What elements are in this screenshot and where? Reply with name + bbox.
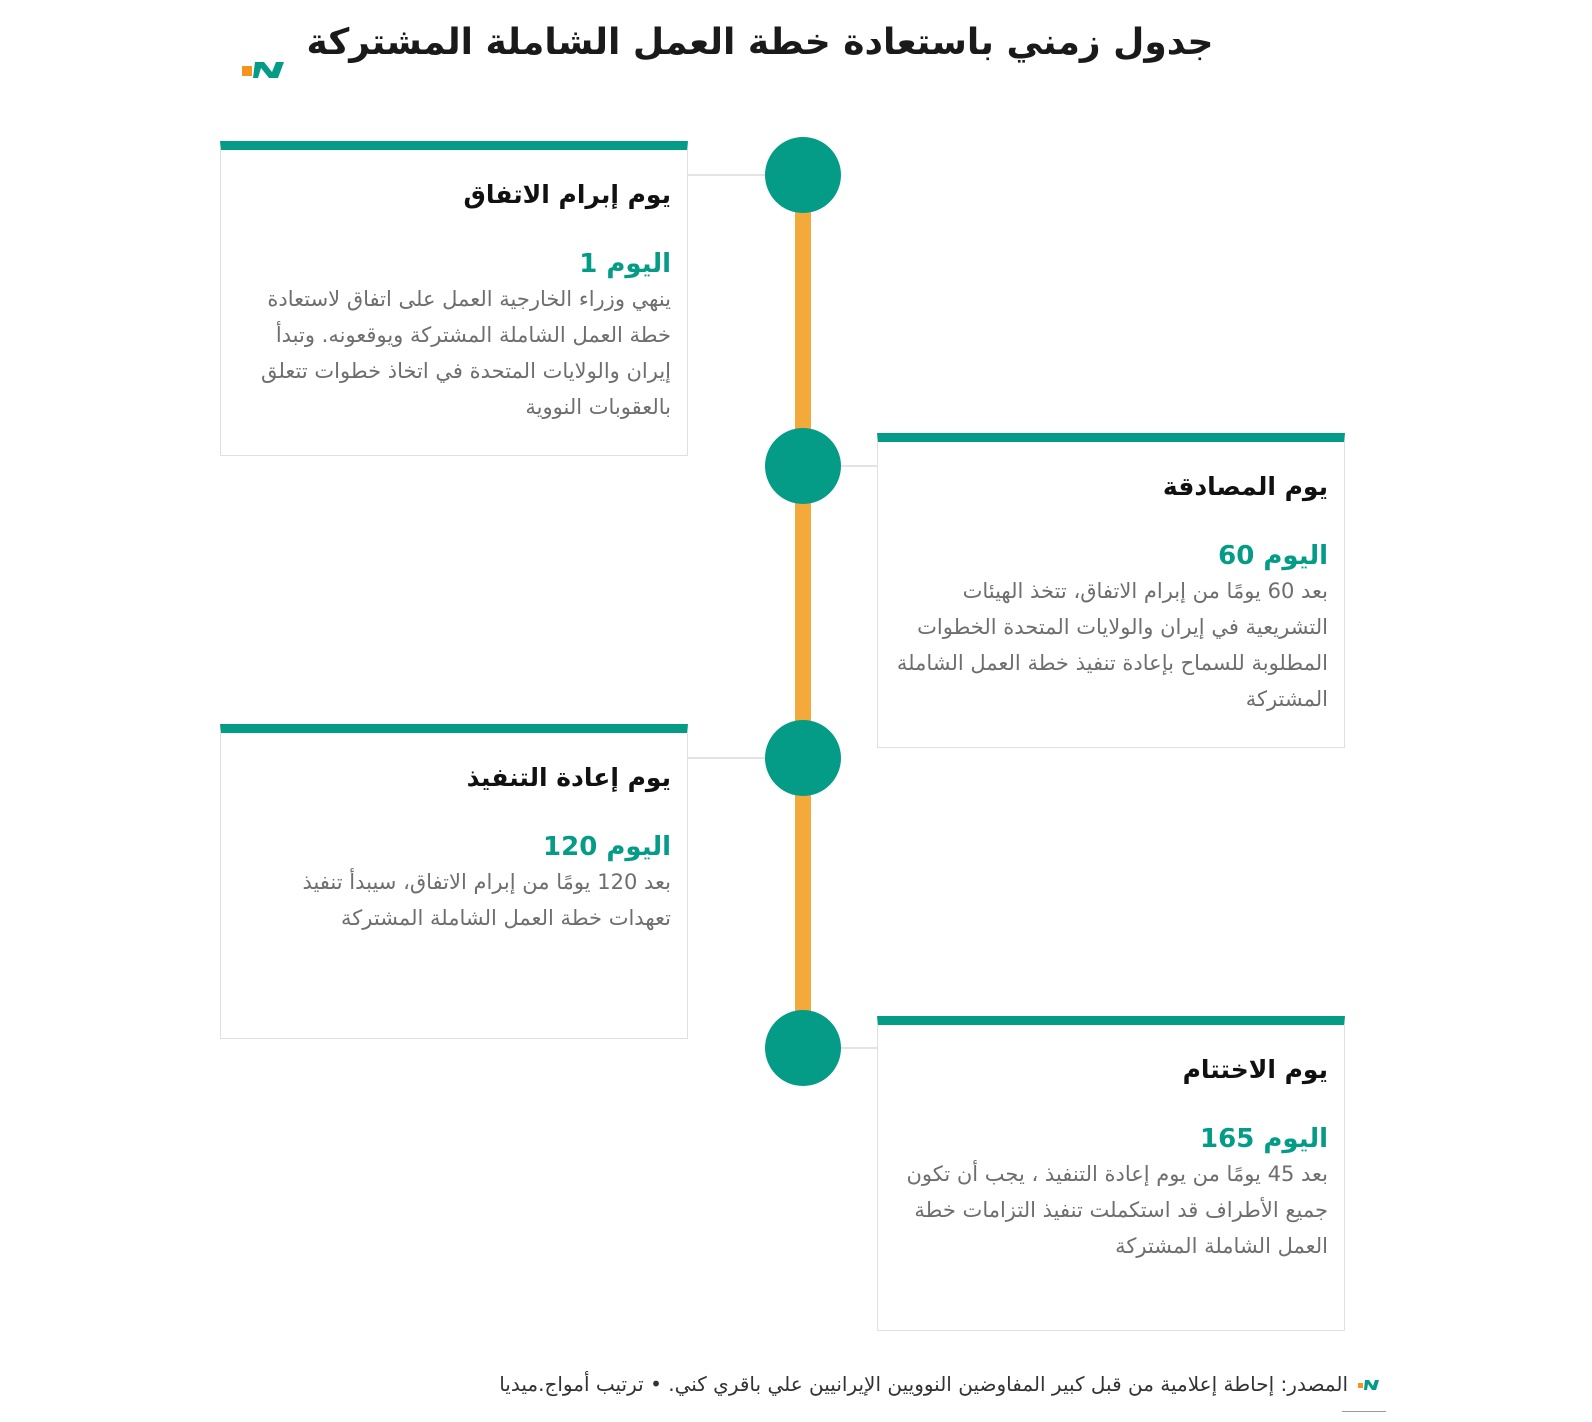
- footer-divider: [1342, 1411, 1386, 1412]
- connector-4: [836, 1047, 881, 1049]
- timeline-spine: [795, 170, 811, 1050]
- milestone-card-2: [877, 433, 1345, 748]
- milestone-title: يوم إبرام الاتفاق: [463, 180, 671, 209]
- milestone-day: اليوم 165: [1200, 1124, 1328, 1154]
- connector-3: [680, 757, 770, 759]
- milestone-body: بعد 120 يومًا من إبرام الاتفاق، سيبدأ تنفيذ تعهدات خطة العمل الشاملة المشتركة: [302, 870, 671, 930]
- milestone-body: بعد 60 يومًا من إبرام الاتفاق، تتخذ الهيئات التشريعية في إيران والولايات المتحدة الخطوات المطلوبة للسماح بإعادة تنفيذ خطة العمل الشاملة المشتركة: [896, 579, 1328, 711]
- milestone-day: اليوم 60: [1218, 541, 1328, 571]
- footer-logo-icon: [1358, 1378, 1380, 1392]
- milestone-card-3: [220, 724, 688, 1039]
- milestone-body: ينهي وزراء الخارجية العمل على اتفاق لاستعادة خطة العمل الشاملة المشتركة ويوقعونه. وتبدأ إيران والولايات المتحدة في اتخاذ خطوات تتعلق بالعقوبات النووية: [260, 287, 671, 419]
- milestone-card-4: [877, 1016, 1345, 1331]
- timeline-node-1: [765, 137, 841, 213]
- milestone-title: يوم المصادقة: [1162, 472, 1328, 501]
- timeline-node-4: [765, 1010, 841, 1086]
- milestone-body: بعد 45 يومًا من يوم إعادة التنفيذ ، يجب أن تكون جميع الأطراف قد استكملت تنفيذ التزامات خطة العمل الشاملة المشتركة: [906, 1162, 1328, 1258]
- milestone-title: يوم الاختتام: [1182, 1055, 1328, 1084]
- milestone-card-1: [220, 141, 688, 456]
- timeline-node-3: [765, 720, 841, 796]
- timeline-node-2: [765, 428, 841, 504]
- page-title: جدول زمني باستعادة خطة العمل الشاملة المشتركة: [306, 22, 1214, 63]
- milestone-day: اليوم 1: [579, 249, 671, 279]
- connector-2: [836, 465, 881, 467]
- source-footer: المصدر: إحاطة إعلامية من قبل كبير المفاوضين النوويين الإيرانيين علي باقري كني. • ترتيب أمواج.ميديا: [499, 1372, 1348, 1396]
- milestone-title: يوم إعادة التنفيذ: [466, 763, 671, 792]
- connector-1: [680, 174, 770, 176]
- logo-icon: [242, 58, 286, 82]
- milestone-day: اليوم 120: [543, 832, 671, 862]
